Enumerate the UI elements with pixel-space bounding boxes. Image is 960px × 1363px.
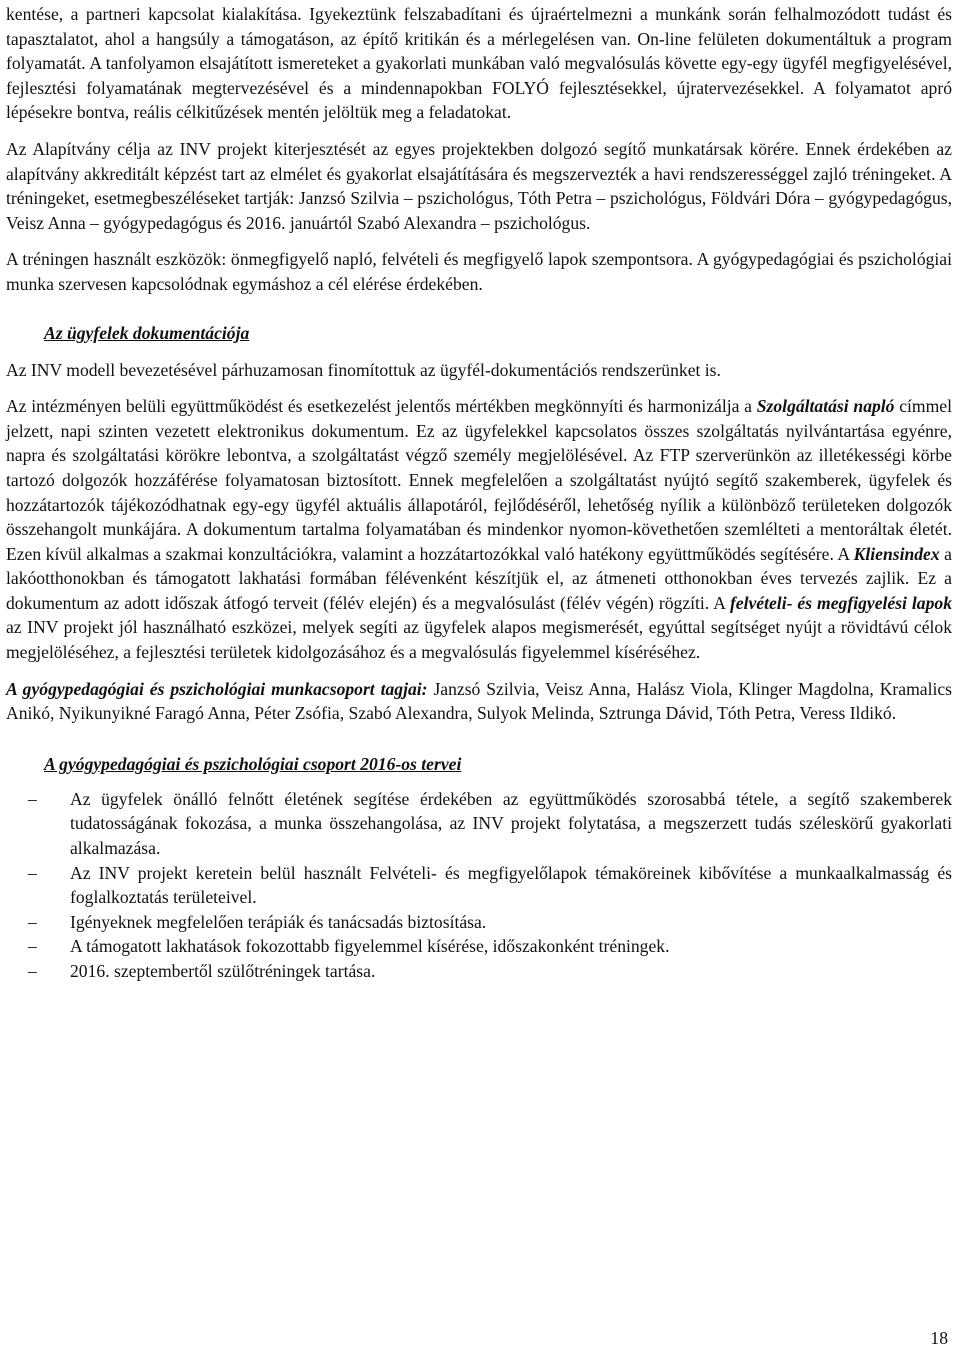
list-item (6, 934, 952, 959)
paragraph-foundation-goal: Az Alapítvány célja az INV projekt kiterjesztését az egyes projektekben dolgozó segítő munkatársak körére. Ennek érdekében az alapítvány akkreditált képzést tart az elmélet és gyakorlat elsajátítására és megszervezték a havi rendszerességgel zajló tréningeket. A tréningeket, esetmegbeszéléseket tartják: Janzsó Szilvia – pszichológus, Tóth Petra – pszichológus, Földvári Dóra – gyógypedagógus, Veisz Anna – gyógypedagógus és 2016. januártól Szabó Alexandra – pszichológus. (6, 138, 952, 233)
plans-list (6, 787, 952, 984)
team-members-label: A gyógypedagógiai és pszichológiai munkacsoport tagjai: (6, 678, 428, 699)
section-heading-2016-plans: A gyógypedagógiai és pszichológiai csoport 2016-os tervei (44, 753, 462, 774)
dash-bullet-icon: – (28, 911, 37, 932)
emphasis-client-index: Kliensindex (853, 543, 940, 564)
dash-bullet-icon: – (28, 788, 37, 809)
dash-bullet-icon: – (28, 961, 37, 981)
paragraph-inv-model: Az INV modell bevezetésével párhuzamosan finomítottuk az ügyfél-dokumentációs rendszerünket is. (6, 359, 721, 380)
paragraph-service-log (6, 394, 952, 665)
list-item-text: A támogatott lakhatások fokozottabb figyelemmel kísérése, időszakonként tréningek. (70, 936, 670, 957)
list-item (6, 910, 952, 935)
text-run: az INV projekt jól használható eszközei, melyek segíti az ügyfelek alapos megismerését, egyúttal segítséget nyújt a rövidtávú célok megjelöléséhez, a fejlesztési területek kidolgozásához és a megvalósulás figyelemmel kíséréséhez. (6, 617, 952, 663)
text-run: Az intézményen belüli együttműködést és esetkezelést jelentős mértékben megkönnyíti és harmonizálja a (6, 396, 757, 417)
section-heading-client-documentation: Az ügyfelek dokumentációja (44, 322, 250, 343)
paragraph-training-tools: A tréningen használt eszközök: önmegfigyelő napló, felvételi és megfigyelő lapok szempontsora. A gyógypedagógiai és pszichológiai munka szervesen kapcsolódnak egymáshoz a cél elérése érdekében. (6, 249, 952, 294)
list-item (6, 787, 952, 861)
paragraph-team-members (6, 677, 952, 726)
text-run: a lakóotthonokban és támogatott lakhatási formában félévenként készítjük el, az átmeneti otthonokban éves tervezés zajlik. Ez a dokumentum az adott időszak átfogó terveit (félév elején) és a megvalósulást (félév végén) rögzíti. A (6, 543, 952, 613)
list-item (6, 861, 952, 910)
team-members-list: Janzsó Szilvia, Veisz Anna, Halász Viola, Klinger Magdolna, Kramalics Anikó, Nyikunyikné Faragó Anna, Péter Zsófia, Szabó Alexandra, Sulyok Melinda, Sztrunga Dávid, Tóth Petra, Veress Ildikó. (6, 678, 952, 724)
emphasis-service-log: Szolgáltatási napló (756, 396, 895, 417)
dash-bullet-icon: – (28, 862, 37, 883)
page-number: 18 (930, 1328, 948, 1348)
list-item-text: Az INV projekt keretein belül használt Felvételi- és megfigyelőlapok témaköreinek kibővítése a munkaalkalmasság és foglalkoztatás területeivel. (70, 862, 952, 908)
text-run: címmel jelzett, napi szinten vezetett elektronikus dokumentum. Ez az ügyfelekkel kapcsolatos összes szolgáltatás nyilvántartása egyénre, napra és szolgáltatási körökre lebontva, a szolgáltatást végző személy megjelölésével. Az FTP szerverünkön az illetékességi körbe tartozó dolgozók hozzáférése folyamatosan biztosított. Ennek megfelelően a szolgáltatást nyújtó segítő szakemberek, ügyfelek és hozzátartozók tájékozódhatnak egy-egy ügyfél aktuális állapotáról, fejlődéséről, lehetőség nyílik a különböző területeken dolgozók összehangolt munkájára. A dokumentum tartalma folyamatában és mindenkor nyomon-követhetően szemlélteti a mentoráltak életét. Ezen kívül alkalmas a szakmai konzultációkra, valamint a hozzátartozókkal való hatékony együttműködés segítésére. A (6, 396, 952, 564)
paragraph-intro: kentése, a partneri kapcsolat kialakítása. Igyekeztünk felszabadítani és újraértelmezni a munkánk során felhalmozódott tudást és tapasztalatot, ahol a hangsúly a támogatáson, az építő kritikán és a mérlegelésen van. On-line felületen dokumentáltuk a program folyamatát. A tanfolyamon elsajátított ismereteket a gyakorlati munkában való megvalósulás követte egy-egy ügyfél megfigyelésével, fejlesztési folyamatának megtervezésével és a mindennapokban FOLYÓ fejlesztésekkel, újratervezésekkel. A folyamatot apró lépésekre bontva, reális célkitűzések mentén jelöltük meg a feladatokat. (6, 4, 952, 123)
list-item (6, 959, 952, 984)
list-item-text: 2016. szeptembertől szülőtréningek tartása. (70, 961, 376, 981)
dash-bullet-icon: – (28, 936, 37, 957)
list-item-text: Az ügyfelek önálló felnőtt életének segítése érdekében az együttműködés szorosabbá tétele, a segítő szakemberek tudatosságának fokozása, a munka összehangolása, az INV projekt folytatása, a megszerzett tudás széleskörű gyakorlati alkalmazása. (70, 788, 952, 859)
emphasis-intake-sheets: felvételi- és megfigyelési lapok (729, 592, 952, 613)
list-item-text: Igényeknek megfelelően terápiák és tanácsadás biztosítása. (70, 911, 487, 932)
